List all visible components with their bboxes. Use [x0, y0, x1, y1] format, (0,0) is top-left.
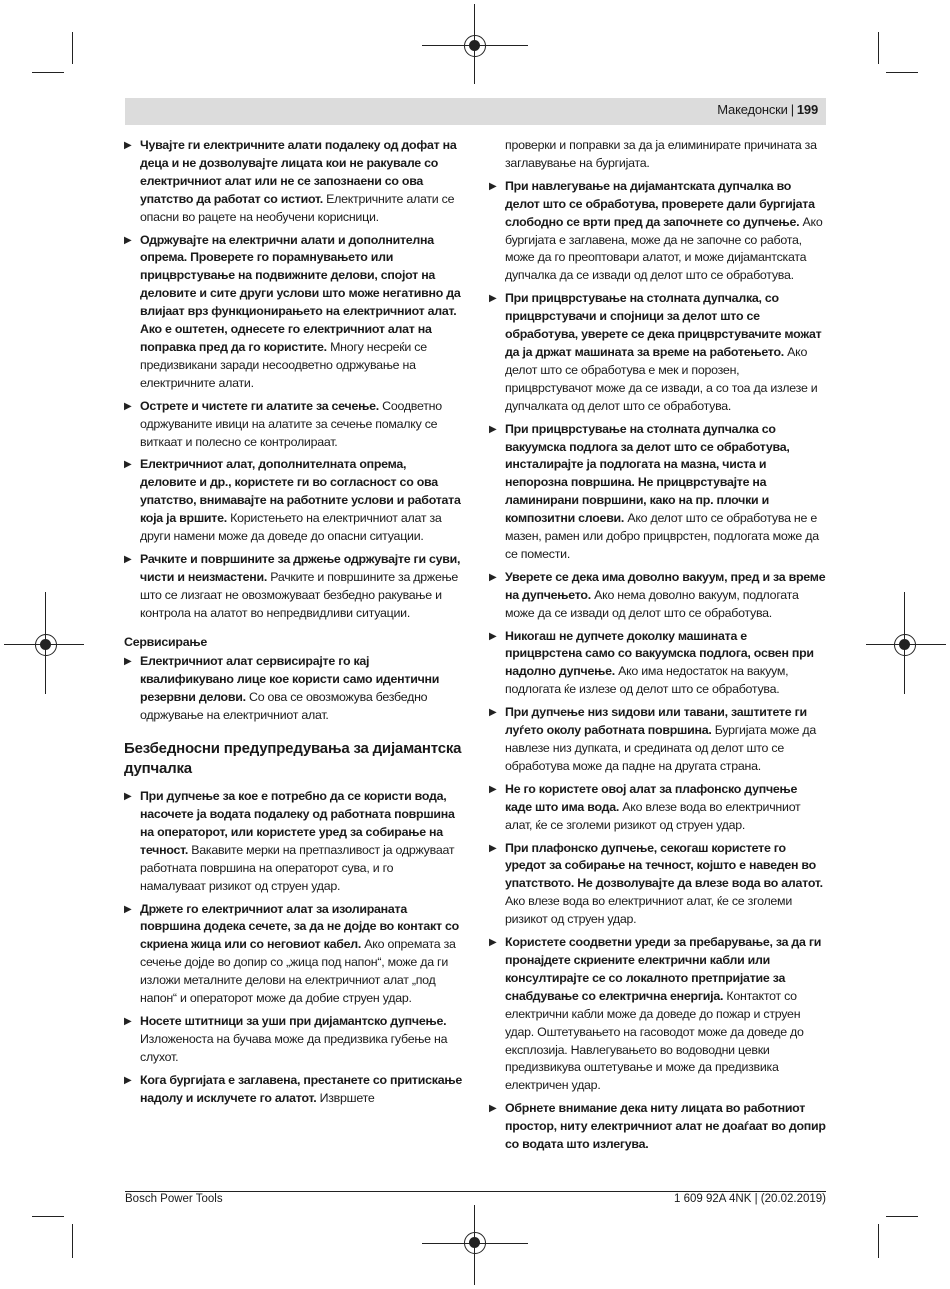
bullet-item — [124, 232, 462, 393]
bullet-arrow-icon: ▶ — [489, 842, 497, 854]
bullet-item — [124, 901, 462, 1008]
bullet-bold-text: Не го користете овој алат за плафонско дупчење каде што има вода. — [505, 781, 798, 814]
bullet-text: Изложеноста на бучава може да предизвика губење на слухот. — [140, 1031, 448, 1064]
section-items — [124, 788, 462, 1107]
bullet-text: Рачките и површините за држење што се лизгаат не овозможуваат безбедно ракување и контрола на алатот во непредвидливи ситуации. — [140, 569, 459, 620]
bullet-arrow-icon: ▶ — [124, 400, 132, 412]
bullet-bold-text: Носете штитници за уши при дијамантско дупчење. — [140, 1013, 447, 1028]
footer-rule — [125, 1191, 826, 1192]
bullet-bold-text: Острете и чистете ги алатите за сечење. — [140, 398, 379, 413]
bullet-arrow-icon: ▶ — [489, 630, 497, 642]
continued-text: проверки и поправки за да ја елиминирате причината за заглавување на бургијата. — [505, 138, 817, 170]
right-items — [489, 178, 827, 1154]
bullet-arrow-icon: ▶ — [124, 459, 132, 471]
registration-mark-icon — [894, 634, 916, 656]
bullet-arrow-icon: ▶ — [124, 1074, 132, 1086]
bullet-arrow-icon: ▶ — [124, 656, 132, 668]
crop-mark — [32, 72, 64, 73]
footer-brand: Bosch Power Tools — [125, 1193, 223, 1205]
bullet-arrow-icon: ▶ — [124, 903, 132, 915]
crop-mark — [32, 1216, 64, 1217]
bullet-bold-text: Електричниот алат сервисирајте го кај квалификувано лице кое користи само идентични резервни делови. — [140, 654, 440, 705]
bullet-text: Со ова се овозможува безбедно одржување на електричниот алат. — [140, 690, 428, 723]
crop-mark — [72, 32, 73, 64]
bullet-bold-text: При плафонско дупчење, секогаш користете го уредот за собирање на течност, којшто е наведен во упатството. Не дозволувајте да влезе вода во алатот. — [505, 840, 823, 891]
bullet-text: Вакавите мерки на претпазливост ја одржуваат работната површина на операторот сува, и го намалуваат ризикот од струен удар. — [140, 842, 455, 893]
crop-mark — [878, 32, 879, 64]
registration-mark-icon — [464, 35, 486, 57]
bullet-item — [489, 421, 827, 564]
registration-mark-icon — [464, 1232, 486, 1254]
bullet-bold-text: Електричниот алат, дополнителната опрема, деловите и др., користете ги во согласност со ова упатство, внимавајте на работните услови и работата која ја вршите. — [140, 457, 461, 526]
bullet-arrow-icon: ▶ — [489, 571, 497, 583]
bullet-bold-text: При прицврстување на столната дупчалка, со прицврстувачи и спојници за делот што се обработува, уверете се дека прицврстувачите можат да ја држат машината за време на работењето. — [505, 291, 822, 359]
left-items — [124, 137, 462, 623]
bullet-text: Бургијата може да навлезе низ дупката, и средината од делот што се обработува може да падне на другата страна. — [505, 723, 816, 773]
bullet-item — [489, 934, 827, 1095]
crop-mark — [72, 1224, 73, 1258]
bullet-item — [489, 290, 827, 415]
bullet-item — [124, 653, 462, 725]
bullet-arrow-icon: ▶ — [489, 707, 497, 719]
bullet-item — [489, 840, 827, 930]
service-items — [124, 653, 462, 725]
bullet-arrow-icon: ▶ — [124, 553, 132, 565]
bullet-text: Соодветно одржуваните ивици на алатите за сечење помалку се виткаат и полесно се контролираат. — [140, 398, 442, 449]
bullet-text: Извршете — [316, 1090, 375, 1105]
crop-mark — [886, 1216, 918, 1217]
bullet-text: Контактот со електрични кабли може да доведе до пожар и струен удар. Оштетувањето на гасоводот може да доведе до експлозија. Навлегувањето во водоводни цевки предизвикува оштетување и може да предизвика електричен удар. — [505, 988, 804, 1093]
crop-mark — [878, 1224, 879, 1258]
bullet-arrow-icon: ▶ — [124, 1015, 132, 1027]
bullet-bold-text: При прицврстување на столната дупчалка со вакуумска подлога за делот што се обработува, инсталирајте ја подлогата на мазна, чиста и непорозна површина. Не прицврстувајте на ламинирани површини, како на пр. плочки и композитни слоеви. — [505, 421, 790, 526]
bullet-item — [124, 456, 462, 546]
bullet-bold-text: Никогаш не дупчете доколку машината е прицврстена само со вакуумска подлога, освен при надолно дупчење. — [505, 628, 814, 679]
page-number: 199 — [796, 102, 818, 117]
bullet-arrow-icon: ▶ — [489, 783, 497, 795]
service-heading: Сервисирање — [124, 634, 207, 649]
bullet-bold-text: Чувајте ги електричните алати подалеку од дофат на деца и не дозволувајте лицата кои не ракувале со електричниот алат или не се запознаени со ова упатство да работат со истиот. — [140, 138, 457, 206]
bullet-text: Електричните алати се опасни во рацете на необучени корисници. — [140, 191, 455, 224]
section-heading: Безбедносни предупредувања за дијамантска дупчалка — [124, 740, 462, 778]
bullet-arrow-icon: ▶ — [489, 937, 497, 949]
registration-mark-icon — [35, 634, 57, 656]
bullet-bold-text: При дупчење низ ѕидови или тавани, заштитете ги луѓето околу работната површина. — [505, 705, 807, 738]
bullet-bold-text: При дупчење за кое е потребно да се користи вода, насочете ја водата подалеку од работната површина на операторот, или користете уред за собирање на течност. — [140, 789, 455, 857]
bullet-bold-text: Обрнете внимание дека ниту лицата во работниот простор, ниту електричниот алат не доаѓаат во допир со водата што излегува. — [505, 1101, 826, 1152]
bullet-item — [489, 704, 827, 776]
bullet-text: Ако опремата за сечење дојде во допир со „жица под напон“, може да ги изложи металните делови на електричниот алат „под напон“ и операторот може да добие струен удар. — [140, 937, 456, 1006]
left-column — [124, 137, 462, 1113]
page-header — [125, 98, 826, 125]
bullet-arrow-icon: ▶ — [124, 234, 132, 246]
header-language: Македонски — [717, 102, 788, 117]
bullet-text: Ако влезе вода во електричниот алат, ќе се зголеми ризикот од струен удар. — [505, 799, 801, 832]
bullet-bold-text: Држете го електричниот алат за изолираната површина додека сечете, за да не дојде во контакт со скриена жица или со неговиот кабел. — [140, 901, 459, 952]
bullet-item — [489, 1100, 827, 1154]
footer-doc-number: 1 609 92A 4NK | (20.02.2019) — [674, 1193, 826, 1205]
bullet-bold-text: Користете соодветни уреди за пребарување, за да ги пронајдете скриените електрични кабли или консултирајте се со локалното претпријатие за снабдување со електрична енергија. — [505, 935, 822, 1003]
bullet-item — [489, 178, 827, 285]
bullet-item — [489, 781, 827, 835]
bullet-text: Ако бургијата е заглавена, може да не започне со работа, може да го преоптовари алатот, и може дијамантската дупчалка да се извади од делот што се обработува. — [505, 214, 823, 283]
bullet-bold-text: При навлегување на дијамантската дупчалка во делот што се обработува, проверете дали бургијата слободно се врти пред да започнете со дупчење. — [505, 178, 815, 229]
bullet-arrow-icon: ▶ — [489, 180, 497, 192]
bullet-item — [124, 398, 462, 452]
bullet-item — [124, 1072, 462, 1108]
bullet-arrow-icon: ▶ — [124, 140, 132, 151]
header-text — [717, 102, 818, 117]
bullet-text: Ако делот што се обработува не е мазен, рамен или добро прицврстен, подлогата може да се помести. — [505, 511, 819, 561]
bullet-item — [489, 628, 827, 700]
bullet-item — [124, 137, 462, 227]
bullet-arrow-icon: ▶ — [489, 423, 497, 435]
crop-mark — [886, 72, 918, 73]
bullet-item — [124, 551, 462, 623]
bullet-text: Ако влезе вода во електричниот алат, ќе се зголеми ризикот од струен удар. — [505, 894, 793, 927]
bullet-arrow-icon: ▶ — [489, 293, 497, 305]
bullet-item — [489, 569, 827, 623]
header-separator: | — [790, 102, 794, 117]
bullet-bold-text: Одржувајте на електрични алати и дополнителна опрема. Проверете го порамнувањето или прицврстување на подвижните делови, спојот на деловите и сите други услови што може негативно да влијаат врз функционирањето на електричниот алат. Ако е оштетен, однесете го електричниот алат на поправка пред да го користите. — [140, 232, 461, 354]
bullet-bold-text: Уверете се дека има доволно вакуум, пред и за време на дупчењето. — [505, 569, 826, 602]
bullet-text: Користењето на електричниот алат за други намени може да доведе до опасни ситуации. — [140, 511, 442, 544]
bullet-item — [124, 1013, 462, 1067]
bullet-text: Ако делот што се обработува е мек и порозен, прицврстувачот може да се извади, а со тоа да излезе и дупчалката од делот што се обработува. — [505, 344, 818, 413]
bullet-text: Многу несреќи се предизвикани заради несоодветно одржување на електричните алати. — [140, 339, 427, 390]
bullet-bold-text: Рачките и површините за држење одржувајте ги суви, чисти и неизмастени. — [140, 551, 461, 584]
bullet-arrow-icon: ▶ — [489, 1103, 497, 1115]
bullet-text: Ако има недостаток на вакуум, подлогата ќе излезе од делот што се обработува. — [505, 664, 789, 697]
bullet-text: Ако нема доволно вакуум, подлогата може да се извади од делот што се обработува. — [505, 587, 799, 620]
bullet-bold-text: Кога бургијата е заглавена, престанете со притискање надолу и исклучете го алатот. — [140, 1072, 462, 1105]
bullet-item — [124, 788, 462, 895]
right-column — [489, 137, 827, 1159]
bullet-arrow-icon: ▶ — [124, 791, 132, 803]
